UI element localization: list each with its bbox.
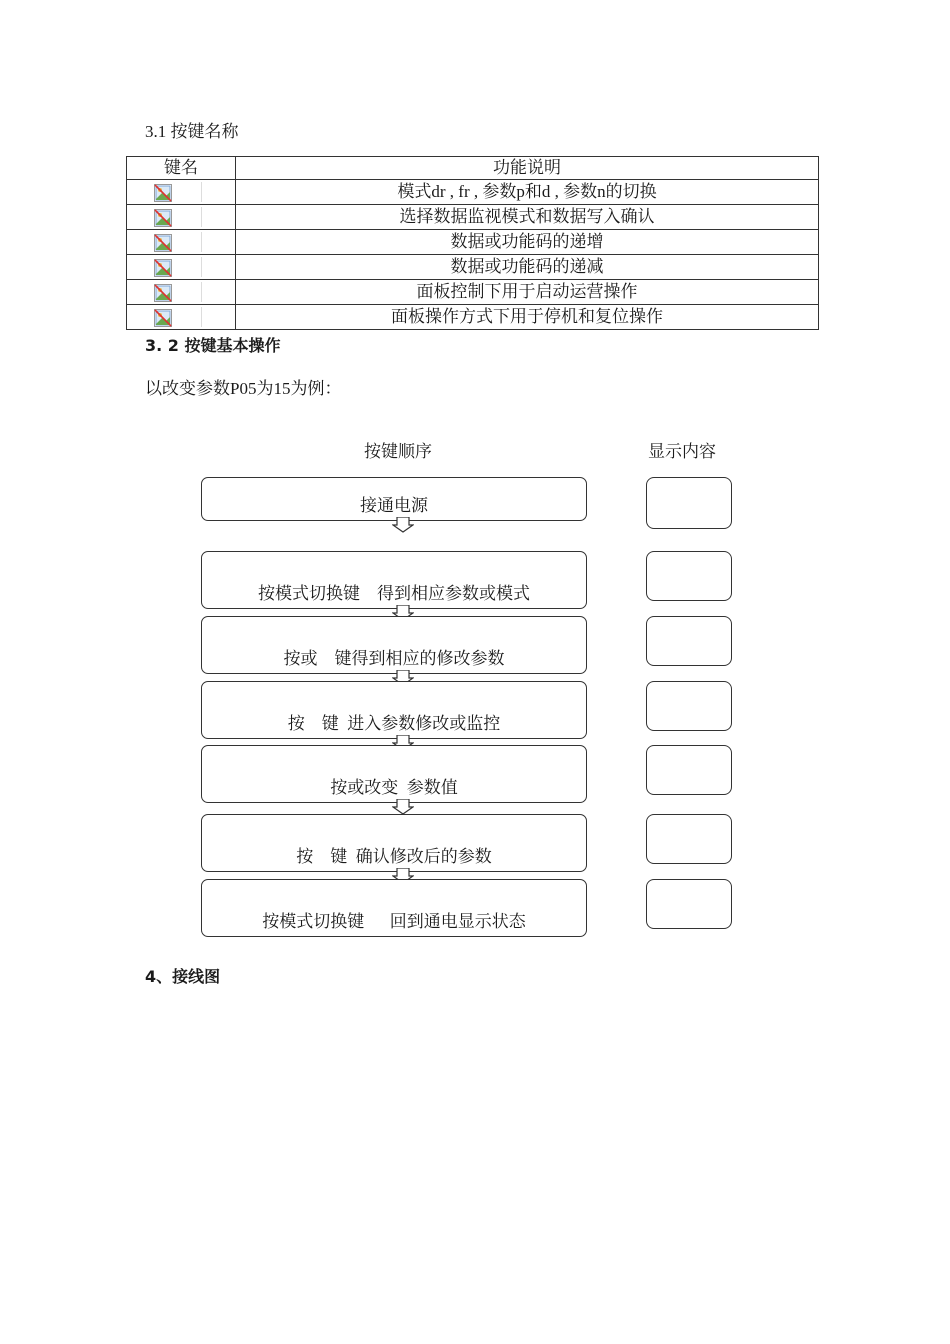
display-content-box — [646, 551, 732, 601]
display-content-box — [646, 477, 732, 529]
section-4-title: 4、接线图 — [145, 967, 221, 986]
function-desc: 面板控制下用于启动运营操作 — [236, 280, 819, 305]
flow-step-box — [201, 814, 587, 872]
flow-step-box — [201, 879, 587, 937]
header-function: 功能说明 — [236, 157, 819, 180]
key-cell — [127, 255, 236, 280]
broken-image-icon — [154, 184, 172, 202]
table-row — [127, 180, 819, 205]
flow-step-box — [201, 477, 587, 521]
header-key-name: 键名 — [127, 157, 236, 180]
table-row — [127, 230, 819, 255]
down-arrow-icon — [392, 799, 414, 815]
table-row — [127, 280, 819, 305]
section-3-2-intro: 以改变参数P05为15为例： — [145, 379, 342, 398]
key-cell — [127, 230, 236, 255]
table-row — [127, 205, 819, 230]
cell-divider — [201, 182, 202, 202]
table-header-row — [127, 157, 819, 180]
flow-step-label: 按或改变 参数值 — [330, 778, 458, 797]
function-desc: 数据或功能码的递增 — [236, 230, 819, 255]
key-cell — [127, 280, 236, 305]
key-cell — [127, 205, 236, 230]
flow-step-label: 按模式切换键 回到通电显示状态 — [262, 912, 526, 931]
broken-image-icon — [154, 259, 172, 277]
key-cell — [127, 305, 236, 330]
cell-divider — [201, 282, 202, 302]
flow-step-box — [201, 616, 587, 674]
display-content-box — [646, 745, 732, 795]
display-content-box — [646, 616, 732, 666]
broken-image-icon — [154, 209, 172, 227]
display-content-box — [646, 814, 732, 864]
flow-step-box — [201, 551, 587, 609]
broken-image-icon — [154, 284, 172, 302]
key-name-table — [126, 156, 819, 330]
flow-step-label: 按模式切换键 得到相应参数或模式 — [258, 584, 530, 603]
function-desc: 选择数据监视模式和数据写入确认 — [236, 205, 819, 230]
flow-col-sequence: 按键顺序 — [364, 442, 432, 461]
cell-divider — [201, 232, 202, 252]
flow-step-label: 按 键 确认修改后的参数 — [296, 847, 492, 866]
flow-step-label: 按或 键得到相应的修改参数 — [283, 649, 505, 668]
function-desc: 模式dr , fr , 参数p和d , 参数n的切换 — [236, 180, 819, 205]
flow-step-label: 按 键 进入参数修改或监控 — [287, 714, 501, 733]
flow-step-box — [201, 745, 587, 803]
key-cell — [127, 180, 236, 205]
flow-step-label: 接通电源 — [360, 496, 428, 515]
function-desc: 面板操作方式下用于停机和复位操作 — [236, 305, 819, 330]
down-arrow-icon — [392, 517, 414, 533]
table-row — [127, 255, 819, 280]
flow-col-display: 显示内容 — [648, 442, 716, 461]
section-3-2-title: 3. 2 按键基本操作 — [145, 336, 281, 355]
flow-step-box — [201, 681, 587, 739]
table-row — [127, 305, 819, 330]
broken-image-icon — [154, 309, 172, 327]
display-content-box — [646, 879, 732, 929]
cell-divider — [201, 257, 202, 277]
section-3-1-title: 3.1 按键名称 — [145, 122, 239, 141]
cell-divider — [201, 207, 202, 227]
cell-divider — [201, 307, 202, 327]
function-desc: 数据或功能码的递减 — [236, 255, 819, 280]
display-content-box — [646, 681, 732, 731]
broken-image-icon — [154, 234, 172, 252]
